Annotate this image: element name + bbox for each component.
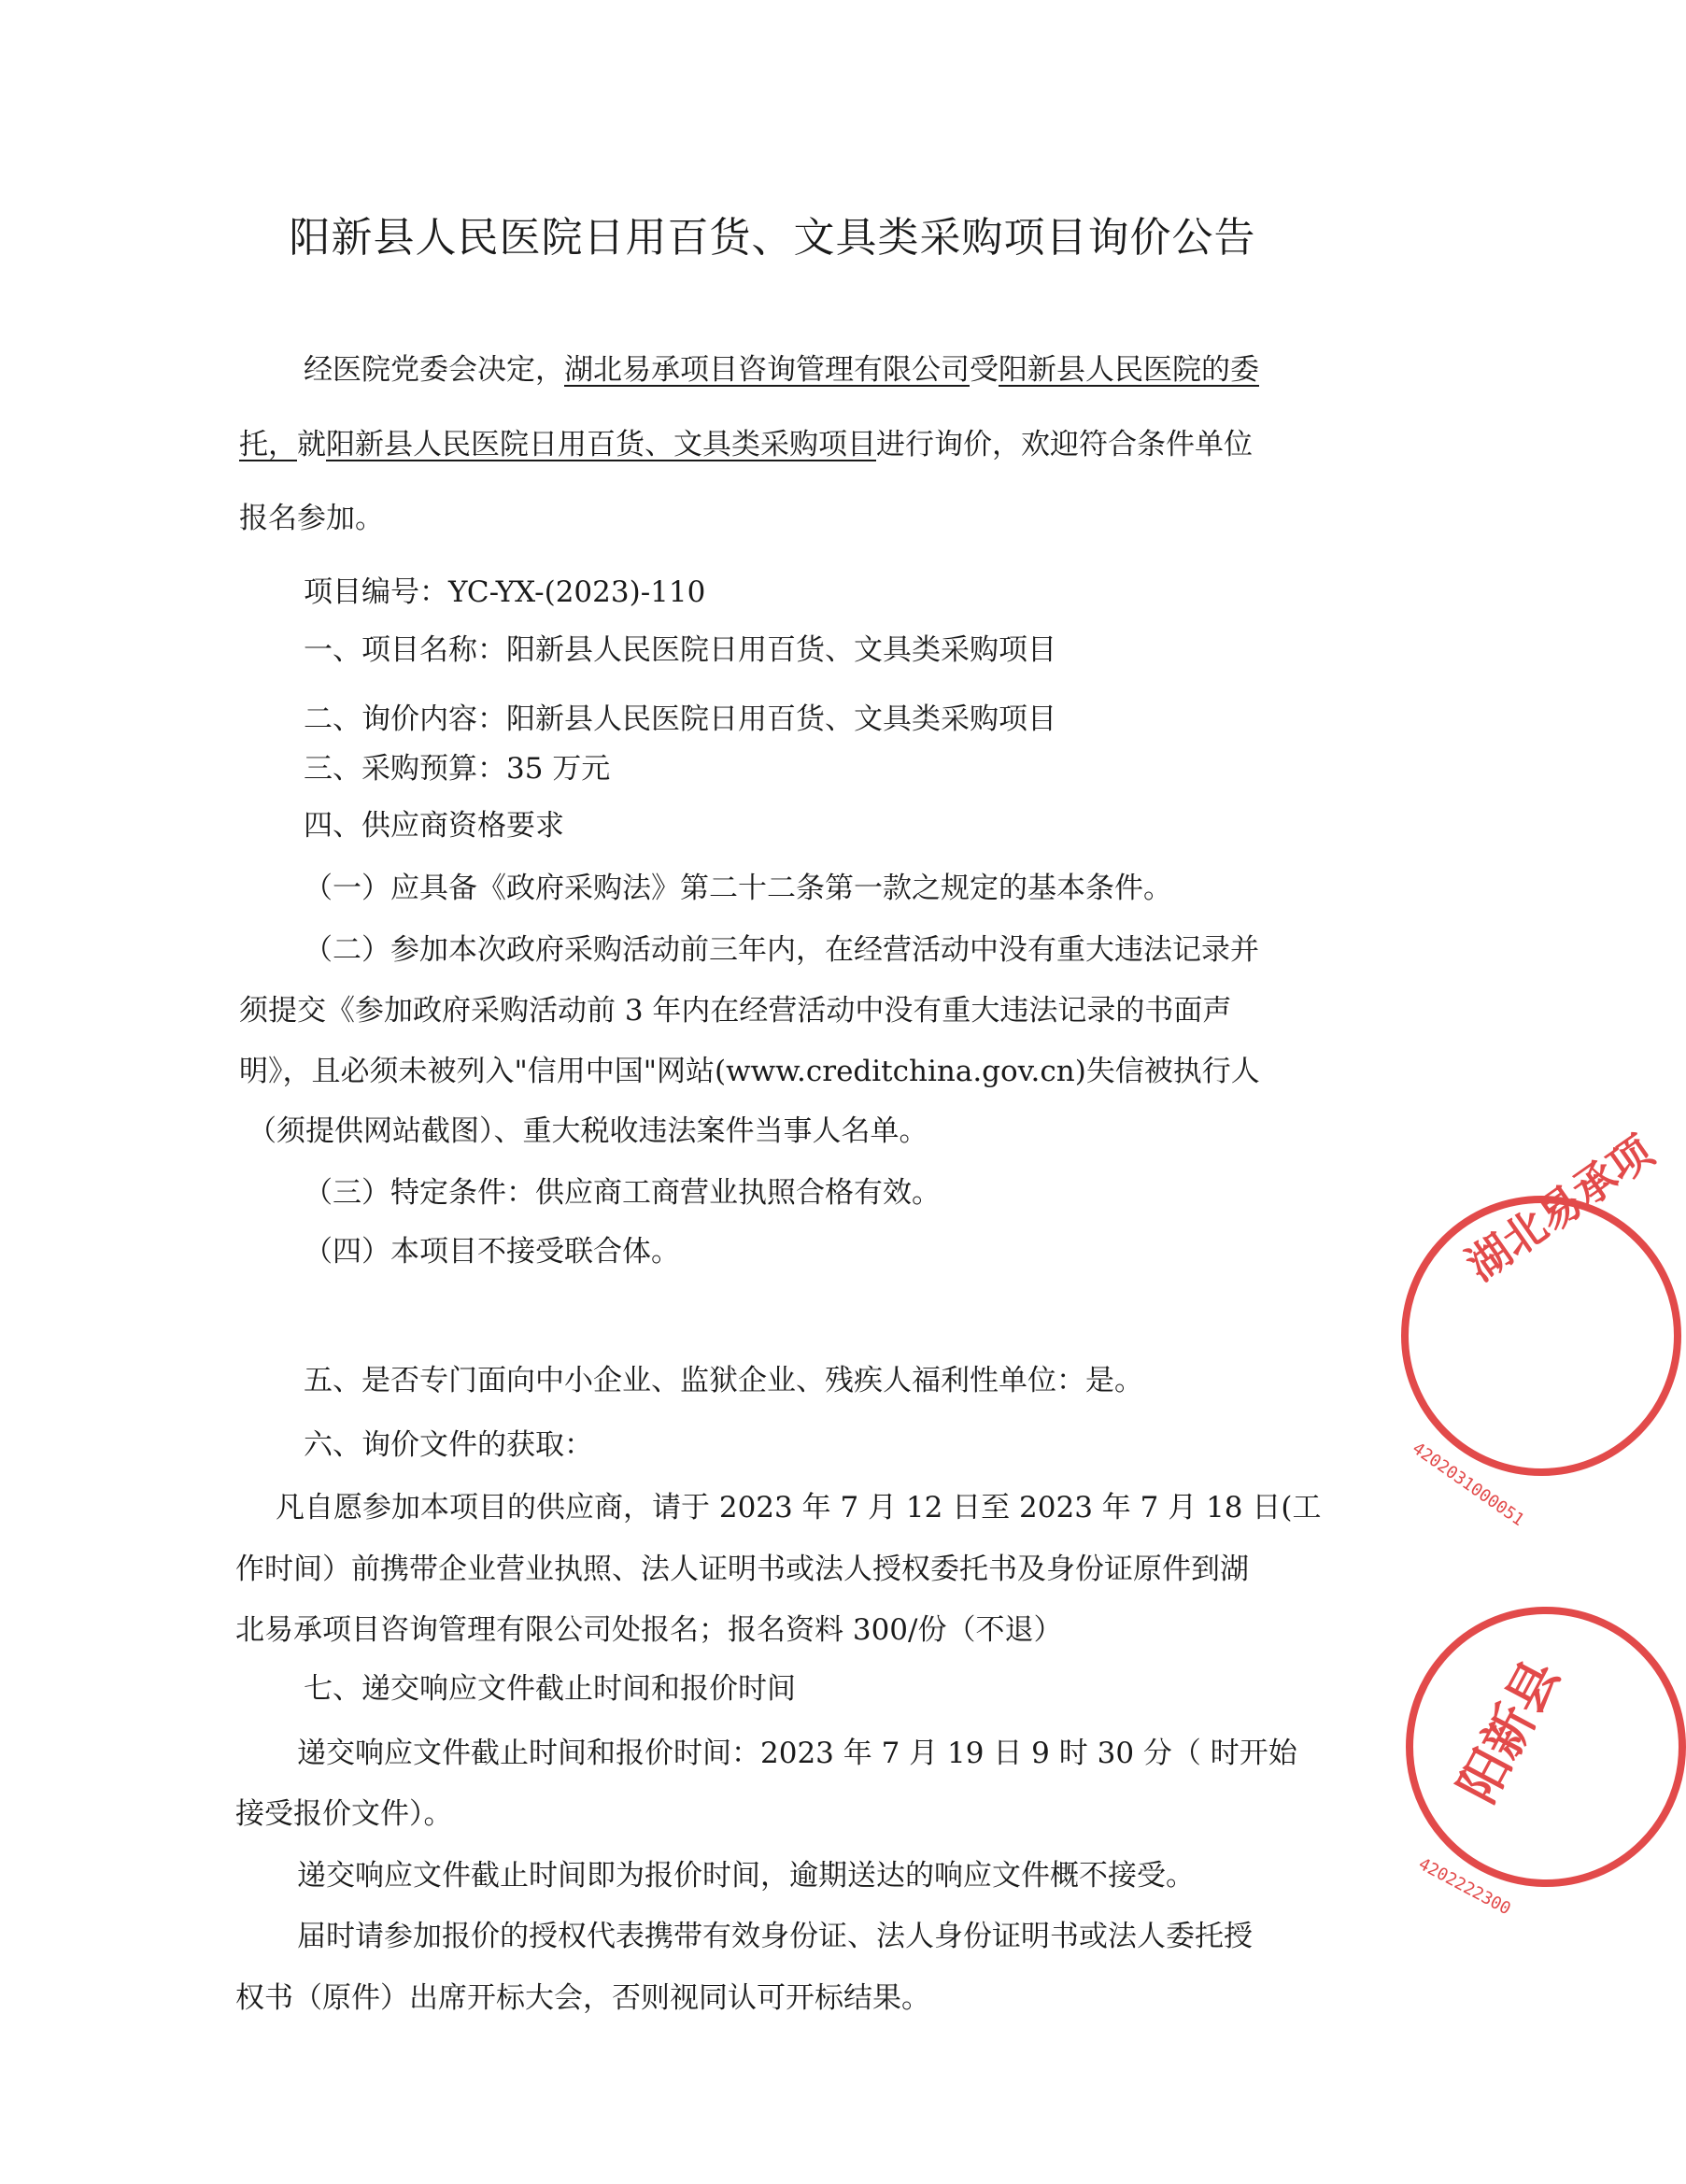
- client-name-end: 托，: [239, 428, 297, 461]
- section-3: 三、采购预算：35 万元: [304, 752, 611, 786]
- section-7-paragraph-3-line-2: 权书（原件）出席开标大会，否则视同认可开标结果。: [235, 1981, 930, 2015]
- intro-text: 经医院党委会决定，: [304, 353, 564, 387]
- section-2: 二、询价内容：阳新县人民医院日用百货、文具类采购项目: [304, 702, 1056, 736]
- section-7-line-2: 接受报价文件）。: [235, 1797, 453, 1831]
- section-6-line-3: 北易承项目咨询管理有限公司处报名；报名资料 300/份（不退）: [235, 1613, 1063, 1647]
- project-name: 阳新县人民医院日用百货、文具类采购项目: [326, 428, 876, 461]
- client-name: 阳新县人民医院的委: [999, 353, 1259, 387]
- section-4: 四、供应商资格要求: [304, 809, 564, 843]
- qualification-2-line-1: （二）参加本次政府采购活动前三年内，在经营活动中没有重大违法记录并: [304, 933, 1259, 967]
- intro-line-2: [239, 426, 1253, 463]
- hospital-seal-number: 4202222300: [1415, 1854, 1514, 1920]
- agency-name: 湖北易承项目咨询管理有限公司: [564, 353, 970, 387]
- intro-line-1: [304, 351, 1259, 389]
- company-seal-number: 4202031000051: [1408, 1439, 1528, 1531]
- intro-text: 受: [970, 353, 999, 387]
- section-1: 一、项目名称：阳新县人民医院日用百货、文具类采购项目: [304, 633, 1056, 667]
- section-7: 七、递交响应文件截止时间和报价时间: [304, 1672, 796, 1706]
- section-5: 五、是否专门面向中小企业、监狱企业、残疾人福利性单位：是。: [304, 1364, 1143, 1397]
- qualification-4: （四）本项目不接受联合体。: [304, 1235, 680, 1269]
- project-number: 项目编号：YC-YX-(2023)-110: [304, 575, 706, 609]
- qualification-1: （一）应具备《政府采购法》第二十二条第一款之规定的基本条件。: [304, 872, 1172, 905]
- qualification-3: （三）特定条件：供应商工商营业执照合格有效。: [304, 1176, 941, 1210]
- intro-text: 进行询价，欢迎符合条件单位: [876, 428, 1253, 461]
- section-6-line-2: 作时间）前携带企业营业执照、法人证明书或法人授权委托书及身份证原件到湖: [235, 1553, 1249, 1586]
- qualification-2-line-3: 明》，且必须未被列入"信用中国"网站(www.creditchina.gov.cn)失信被执行人: [239, 1055, 1260, 1088]
- hospital-seal-text: 阳新县: [1446, 1650, 1571, 1812]
- section-7-line-1: 递交响应文件截止时间和报价时间：2023 年 7 月 19 日 9 时 30 分（ 时开始: [297, 1737, 1297, 1770]
- hospital-seal: [1406, 1607, 1686, 1887]
- section-7-paragraph-2: 递交响应文件截止时间即为报价时间，逾期送达的响应文件概不接受。: [297, 1859, 1195, 1893]
- qualification-2-line-2: 须提交《参加政府采购活动前 3 年内在经营活动中没有重大违法记录的书面声: [239, 994, 1232, 1028]
- section-6: 六、询价文件的获取：: [304, 1428, 593, 1462]
- section-6-line-1: 凡自愿参加本项目的供应商，请于 2023 年 7 月 12 日至 2023 年 7 月 18 日(工: [276, 1491, 1322, 1525]
- section-7-paragraph-3-line-1: 届时请参加报价的授权代表携带有效身份证、法人身份证明书或法人委托授: [297, 1920, 1253, 1953]
- qualification-2-line-4: （须提供网站截图）、重大税收违法案件当事人名单。: [248, 1114, 928, 1148]
- intro-text: 就: [297, 428, 326, 461]
- company-seal-text: 湖北易承项: [1457, 1126, 1663, 1291]
- page-title: 阳新县人民医院日用百货、文具类采购项目询价公告: [289, 214, 1256, 262]
- intro-line-3: 报名参加。: [239, 502, 384, 535]
